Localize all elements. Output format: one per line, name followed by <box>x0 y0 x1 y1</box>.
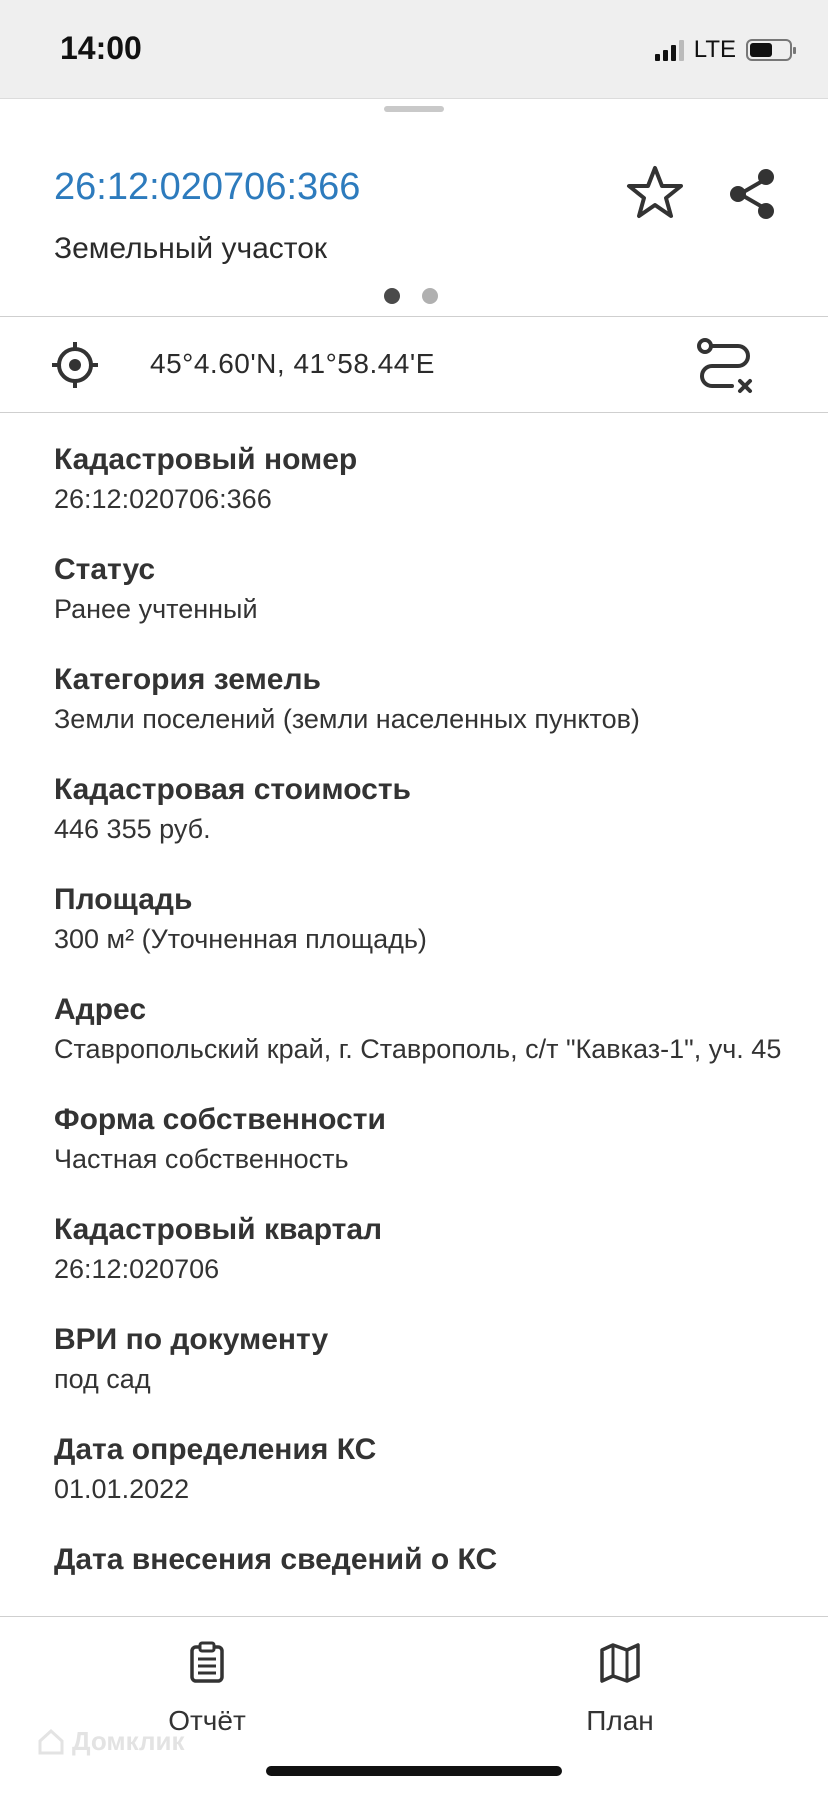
field-label: ВРИ по документу <box>54 1323 329 1356</box>
field-label: Дата внесения сведений о КС <box>54 1543 498 1576</box>
detail-field <box>54 1210 784 1286</box>
detail-field <box>54 1320 784 1396</box>
home-indicator[interactable] <box>266 1766 562 1776</box>
divider <box>0 412 828 413</box>
cadastral-number-title[interactable]: 26:12:020706:366 <box>54 166 361 208</box>
object-type: Земельный участок <box>54 232 328 265</box>
field-label: Адрес <box>54 993 147 1026</box>
tab-plan-label: План <box>586 1705 654 1736</box>
sheet-drag-handle[interactable] <box>384 106 444 112</box>
battery-fill <box>750 43 772 57</box>
page-dot-1[interactable] <box>384 288 400 304</box>
detail-field <box>54 550 784 626</box>
tab-plan[interactable] <box>520 1641 720 1737</box>
field-label: Статус <box>54 553 156 586</box>
status-indicators <box>655 36 792 64</box>
field-label: Категория земель <box>54 663 321 696</box>
field-value[interactable]: Ранее учтенный <box>54 594 258 624</box>
locate-button[interactable] <box>50 340 100 390</box>
signal-icon <box>655 39 684 61</box>
details-list <box>54 440 784 1618</box>
detail-field <box>54 1100 784 1176</box>
page-dot-2[interactable] <box>422 288 438 304</box>
field-value[interactable]: 446 355 руб. <box>54 814 211 844</box>
share-button[interactable] <box>718 158 788 228</box>
status-time: 14:00 <box>60 30 142 66</box>
share-icon <box>718 158 788 228</box>
watermark-logo <box>36 1726 184 1757</box>
divider <box>0 316 828 317</box>
network-type: LTE <box>693 36 736 63</box>
field-value[interactable]: 26:12:020706:366 <box>54 484 272 514</box>
field-value[interactable]: 26:12:020706 <box>54 1254 220 1284</box>
detail-field <box>54 880 784 956</box>
status-bar <box>0 0 828 99</box>
clipboard-icon <box>185 1641 229 1685</box>
field-value[interactable]: под сад <box>54 1364 151 1394</box>
tab-report[interactable] <box>107 1641 307 1737</box>
field-label: Форма собственности <box>54 1103 386 1136</box>
coordinates-text[interactable]: 45°4.60'N, 41°58.44'E <box>150 348 435 379</box>
object-header <box>0 120 828 316</box>
detail-field <box>54 1540 784 1580</box>
page-indicator <box>384 288 438 304</box>
field-label: Кадастровая стоимость <box>54 773 411 806</box>
star-icon <box>620 158 690 228</box>
locate-icon <box>50 340 100 390</box>
field-value[interactable]: Земли поселений (земли населенных пунктов) <box>54 704 640 734</box>
favorite-button[interactable] <box>620 158 690 228</box>
detail-field <box>54 660 784 736</box>
watermark-text: Домклик <box>72 1726 185 1756</box>
battery-icon <box>746 39 792 61</box>
field-label: Дата определения КС <box>54 1433 377 1466</box>
detail-field <box>54 990 784 1066</box>
field-label: Площадь <box>54 883 193 916</box>
detail-field <box>54 1430 784 1506</box>
field-value[interactable]: Ставропольский край, г. Ставрополь, с/т "Кавказ-1", уч. 45 <box>54 1034 782 1064</box>
detail-field <box>54 440 784 516</box>
coordinates-row <box>0 318 828 412</box>
map-icon <box>598 1641 642 1685</box>
house-icon <box>36 1727 66 1757</box>
field-label: Кадастровый номер <box>54 443 358 476</box>
tab-report-label: Отчёт <box>168 1705 246 1736</box>
route-button[interactable] <box>694 336 756 398</box>
detail-field <box>54 770 784 846</box>
field-value[interactable]: 300 м² (Уточненная площадь) <box>54 924 427 954</box>
route-clear-icon <box>694 336 756 398</box>
field-label: Кадастровый квартал <box>54 1213 383 1246</box>
field-value[interactable]: 01.01.2022 <box>54 1474 190 1504</box>
field-value[interactable]: Частная собственность <box>54 1144 349 1174</box>
